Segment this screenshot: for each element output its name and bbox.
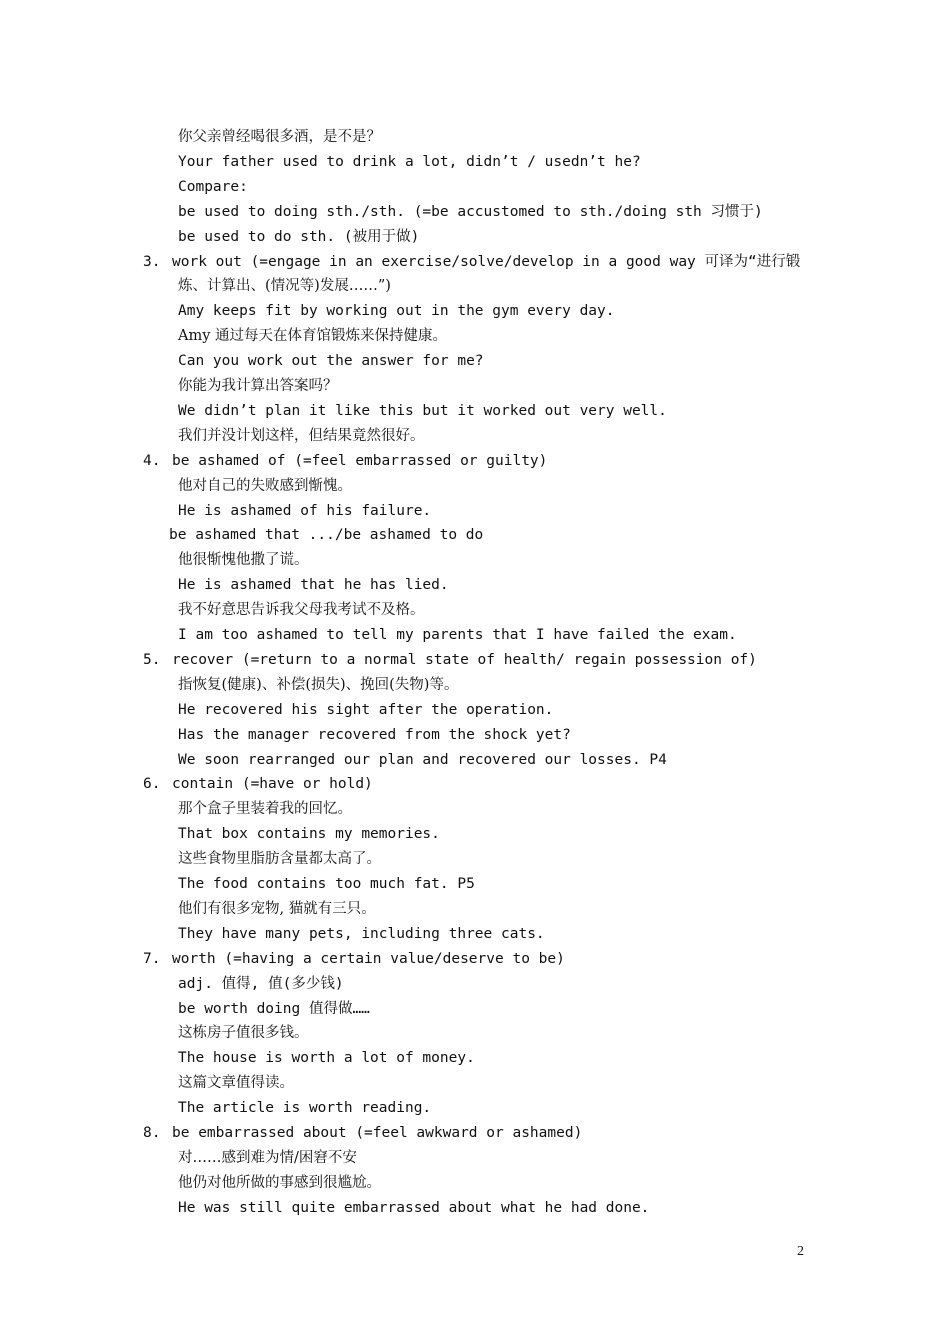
text-line: The food contains too much fat. P5 [178,876,475,892]
list-number: 5. [143,651,161,668]
list-number: 8. [143,1125,161,1141]
text-line: They have many pets, including three cats. [178,925,545,942]
text-line: 这篇文章值得读。 [178,1075,294,1092]
text-line: That box contains my memories. [178,826,440,843]
text-line: We didn’t plan it like this but it worked out very well. [178,402,667,419]
text-line: 他对自己的失败感到惭愧。 [178,477,352,494]
text-line: 你父亲曾经喝很多酒，是不是？ [178,129,381,145]
text-line: be used to doing sth./sth. (=be accustomed to sth./doing sth 习惯于) [178,203,763,220]
text-line: 你能为我计算出答案吗？ [178,378,338,394]
list-item-heading: be embarrassed about (=feel awkward or ashamed) [172,1125,583,1141]
text-line: 他仍对他所做的事感到很尴尬。 [178,1174,381,1191]
text-line: Amy keeps fit by working out in the gym every day. [178,303,615,320]
text-line: be worth doing 值得做…… [178,1000,370,1017]
text-line: adj. 值得, 值(多少钱) [178,975,344,992]
text-line: Amy 通过每天在体育馆锻炼来保持健康。 [178,328,448,345]
text-line: Has the manager recovered from the shock yet? [178,726,571,743]
text-line: We soon rearranged our plan and recovered our losses. P4 [178,751,667,768]
text-line: He is ashamed of his failure. [178,502,432,519]
list-item-heading: contain (=have or hold) [172,776,373,793]
text-line: 炼、计算出、(情况等)发展……”) [178,278,391,295]
list-number: 3. [143,253,161,270]
text-line: Can you work out the answer for me? [178,353,484,370]
text-line: 指恢复(健康)、补偿(损失)、挽回(失物)等。 [178,676,459,693]
text-line: 他很惭愧他撒了谎。 [178,552,309,569]
text-line: Compare: [178,178,248,195]
text-line: Your father used to drink a lot, didn’t / usedn’t he? [178,153,641,170]
list-item-heading: worth (=having a certain value/deserve to be) [172,950,565,967]
list-number: 4. [143,452,161,469]
text-line: 他们有很多宠物, 猫就有三只。 [178,900,376,917]
list-item-heading: work out (=engage in an exercise/solve/develop in a good way 可译为“进行锻 [172,253,801,270]
text-line: 对……感到难为情/困窘不安 [178,1149,357,1166]
text-line: 我们并没计划这样，但结果竟然很好。 [178,427,425,444]
text-line: 我不好意思告诉我父母我考试不及格。 [178,602,425,619]
text-line: 这栋房子值很多钱。 [178,1025,309,1042]
list-number: 7. [143,950,161,967]
text-line: 这些食物里脂肪含量都太高了。 [178,851,381,868]
text-line: He is ashamed that he has lied. [178,577,449,594]
text-line: I am too ashamed to tell my parents that I have failed the exam. [178,627,737,643]
text-line: He was still quite embarrassed about what he had done. [178,1199,650,1216]
text-line: He recovered his sight after the operation. [178,701,554,718]
text-line: 那个盒子里装着我的回忆。 [178,801,352,818]
page-number: 2 [797,1244,804,1259]
list-item-heading: recover (=return to a normal state of health/ regain possession of) [172,651,757,668]
text-line: The article is worth reading. [178,1100,432,1117]
text-line: be ashamed that .../be ashamed to do [169,527,484,544]
text-line: The house is worth a lot of money. [178,1050,475,1067]
list-number: 6. [143,776,161,793]
text-line: be used to do sth. (被用于做) [178,228,420,245]
list-item-heading: be ashamed of (=feel embarrassed or guilty) [172,452,548,469]
